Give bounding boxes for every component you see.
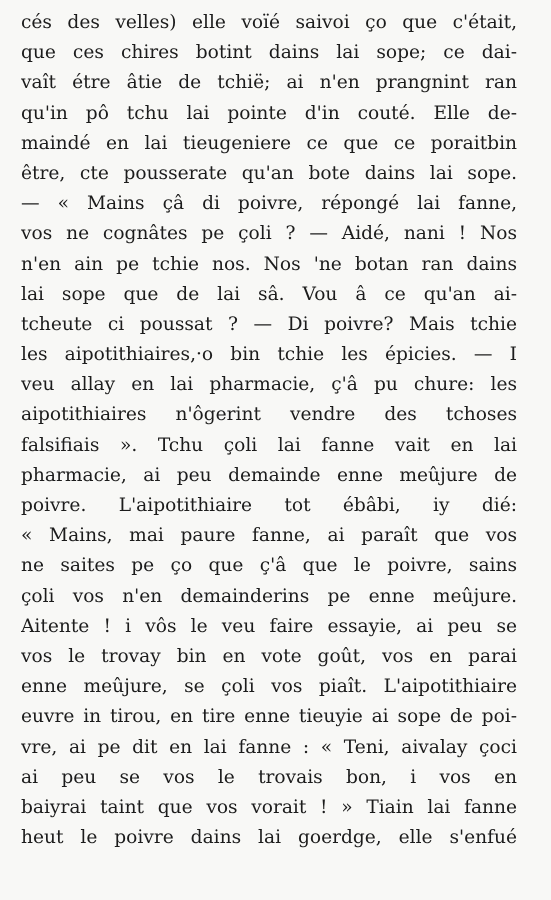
text-line: ne saites pe ço que ç'â que le poivre, sains bbox=[21, 555, 517, 577]
text-line: heut le poivre dains lai goerdge, elle s'enfué bbox=[21, 827, 517, 849]
text-line: vaît étre âtie de tchië; ai n'en prangnint ran bbox=[21, 72, 517, 94]
text-line: poivre. L'aipotithiaire tot ébâbi, iy dié: bbox=[21, 495, 517, 516]
text-line: baiyrai taint que vos vorait ! » Tiain lai fanne bbox=[21, 796, 517, 818]
text-line: veu allay en lai pharmacie, ç'â pu chure: les bbox=[21, 374, 517, 396]
text-line: tcheute ci poussat ? — Di poivre? Mais tchie bbox=[21, 313, 517, 335]
text-line: ai peu se vos le trovais bon, i vos en bbox=[21, 766, 517, 788]
text-line: Aitente ! i vôs le veu faire essayie, ai peu se bbox=[21, 615, 517, 637]
text-line: être, cte pousserate qu'an bote dains lai sope. bbox=[21, 162, 517, 184]
text-line: enne meûjure, se çoli vos piaît. L'aipotithiaire bbox=[21, 676, 517, 698]
body-text bbox=[21, 8, 517, 853]
text-line: lai sope que de lai sâ. Vou â ce qu'an ai- bbox=[21, 283, 517, 305]
text-line: cés des velles) elle voïé saivoi ço que c'était, bbox=[21, 12, 517, 33]
text-line: euvre in tirou, en tire enne tieuyie ai sope de poi- bbox=[21, 706, 517, 728]
text-line: — « Mains çâ di poivre, répongé lai fanne, bbox=[21, 193, 517, 215]
text-line: n'en ain pe tchie nos. Nos 'ne botan ran dains bbox=[21, 253, 517, 275]
text-line: vos ne cognâtes pe çoli ? — Aidé, nani ! Nos bbox=[21, 223, 517, 245]
text-line: les aipotithiaires,·o bin tchie les épicies. — I bbox=[21, 344, 517, 366]
text-line: vre, ai pe dit en lai fanne : « Teni, aivalay çoci bbox=[21, 736, 517, 758]
text-line: çoli vos n'en demainderins pe enne meûjure. bbox=[21, 585, 517, 607]
text-line: aipotithiaires n'ôgerint vendre des tchoses bbox=[21, 404, 517, 426]
text-line: qu'in pô tchu lai pointe d'in couté. Elle de- bbox=[21, 102, 517, 124]
text-line: pharmacie, ai peu demainde enne meûjure de bbox=[21, 464, 517, 486]
text-line: maindé en lai tieugeniere ce que ce poraitbin bbox=[21, 132, 517, 154]
text-line: que ces chires botint dains lai sope; ce dai- bbox=[21, 42, 517, 64]
text-line: falsifiais ». Tchu çoli lai fanne vait en lai bbox=[21, 434, 517, 456]
text-line: « Mains, mai paure fanne, ai paraît que vos bbox=[21, 525, 517, 547]
text-line: vos le trovay bin en vote goût, vos en parai bbox=[21, 645, 517, 667]
